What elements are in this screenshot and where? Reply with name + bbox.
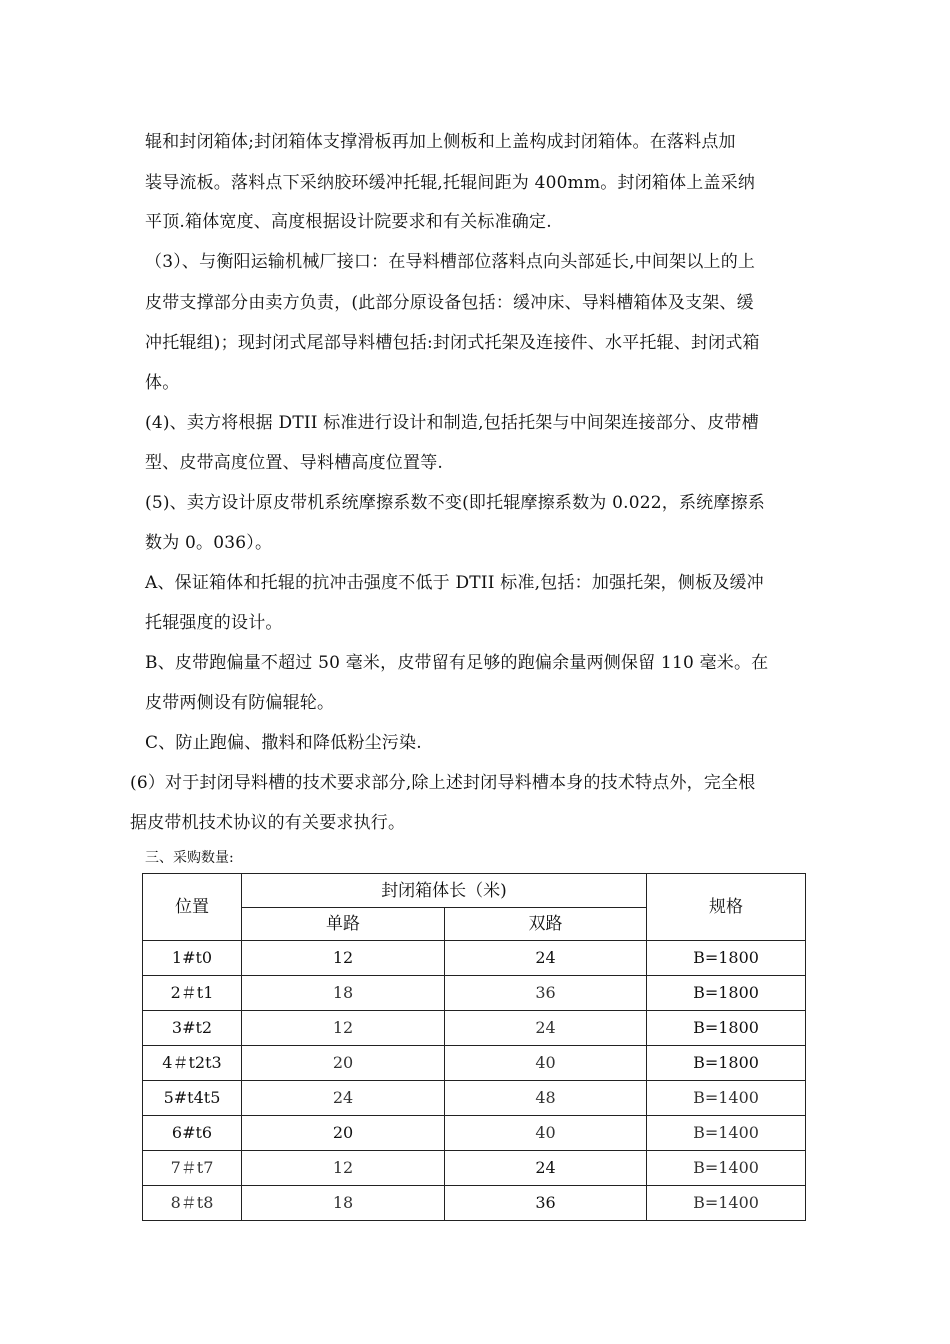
table-row [143,976,806,1011]
table-header-row [143,874,806,908]
cell-single: 20 [242,1116,445,1151]
cell-double: 24 [445,941,647,976]
table-row [143,1186,806,1221]
text-line: 体。 [145,373,180,393]
header-length-group: 封闭箱体长（米) [242,874,647,908]
cell-position: 6#t6 [143,1116,242,1151]
cell-single: 24 [242,1081,445,1116]
cell-position: 1#t0 [143,941,242,976]
header-spec: 规格 [647,874,806,941]
header-double: 双路 [445,908,647,941]
cell-spec: B=1400 [647,1186,806,1221]
text-line: 皮带支撑部分由卖方负责，(此部分原设备包括：缓冲床、导料槽箱体及支架、缓 [145,293,754,313]
cell-double: 40 [445,1116,647,1151]
cell-position: 8＃t8 [143,1186,242,1221]
text-line: 装导流板。落料点下采纳胶环缓冲托辊,托辊间距为 400mm。封闭箱体上盖采纳 [145,173,756,193]
cell-double: 40 [445,1046,647,1081]
cell-position: 7＃t7 [143,1151,242,1186]
table-row [143,1081,806,1116]
cell-spec: B=1400 [647,1151,806,1186]
text-line: (6）对于封闭导料槽的技术要求部分,除上述封闭导料槽本身的技术特点外，完全根 [130,773,756,793]
cell-double: 48 [445,1081,647,1116]
cell-position: 4＃t2t3 [143,1046,242,1081]
cell-spec: B=1400 [647,1116,806,1151]
cell-single: 12 [242,1151,445,1186]
table-row [143,1151,806,1186]
text-line: （3）、与衡阳运输机械厂接口：在导料槽部位落料点向头部延长,中间架以上的上 [145,252,756,272]
purchase-quantity-table [142,873,806,1221]
text-line: C、防止跑偏、撒料和降低粉尘污染. [145,733,422,753]
cell-double: 36 [445,976,647,1011]
cell-spec: B=1800 [647,1046,806,1081]
cell-position: 2＃t1 [143,976,242,1011]
cell-single: 12 [242,941,445,976]
text-line: B、皮带跑偏量不超过 50 毫米，皮带留有足够的跑偏余量两侧保留 110 毫米。在 [145,653,769,673]
header-single: 单路 [242,908,445,941]
cell-single: 12 [242,1011,445,1046]
cell-position: 5#t4t5 [143,1081,242,1116]
cell-spec: B=1800 [647,941,806,976]
text-line: (4)、卖方将根据 DTII 标准进行设计和制造,包括托架与中间架连接部分、皮带槽 [145,413,759,433]
cell-double: 24 [445,1151,647,1186]
text-line: 据皮带机技术协议的有关要求执行。 [130,813,406,833]
cell-double: 24 [445,1011,647,1046]
text-line: 平顶.箱体宽度、高度根据设计院要求和有关标准确定. [145,212,552,232]
header-position: 位置 [143,874,242,941]
text-line: 皮带两侧设有防偏辊轮。 [145,693,335,713]
table-row [143,1011,806,1046]
cell-spec: B=1800 [647,1011,806,1046]
cell-position: 3#t2 [143,1011,242,1046]
table-row [143,941,806,976]
text-line: 辊和封闭箱体;封闭箱体支撑滑板再加上侧板和上盖构成封闭箱体。在落料点加 [145,132,736,152]
cell-spec: B=1800 [647,976,806,1011]
cell-single: 18 [242,1186,445,1221]
text-line: 数为 0。036）。 [145,533,273,553]
text-line: 型、皮带高度位置、导料槽高度位置等. [145,453,444,473]
text-line: (5)、卖方设计原皮带机系统摩擦系数不变(即托辊摩擦系数为 0.022，系统摩擦系 [145,493,765,513]
table-row [143,1116,806,1151]
text-line: 托辊强度的设计。 [145,613,283,633]
cell-single: 20 [242,1046,445,1081]
cell-double: 36 [445,1186,647,1221]
cell-spec: B=1400 [647,1081,806,1116]
text-line: 冲托辊组)；现封闭式尾部导料槽包括:封闭式托架及连接件、水平托辊、封闭式箱 [145,333,760,353]
text-line: A、保证箱体和托辊的抗冲击强度不低于 DTII 标准,包括：加强托架，侧板及缓冲 [145,573,764,593]
table-row [143,1046,806,1081]
cell-single: 18 [242,976,445,1011]
section-title: 三、采购数量: [145,850,234,866]
